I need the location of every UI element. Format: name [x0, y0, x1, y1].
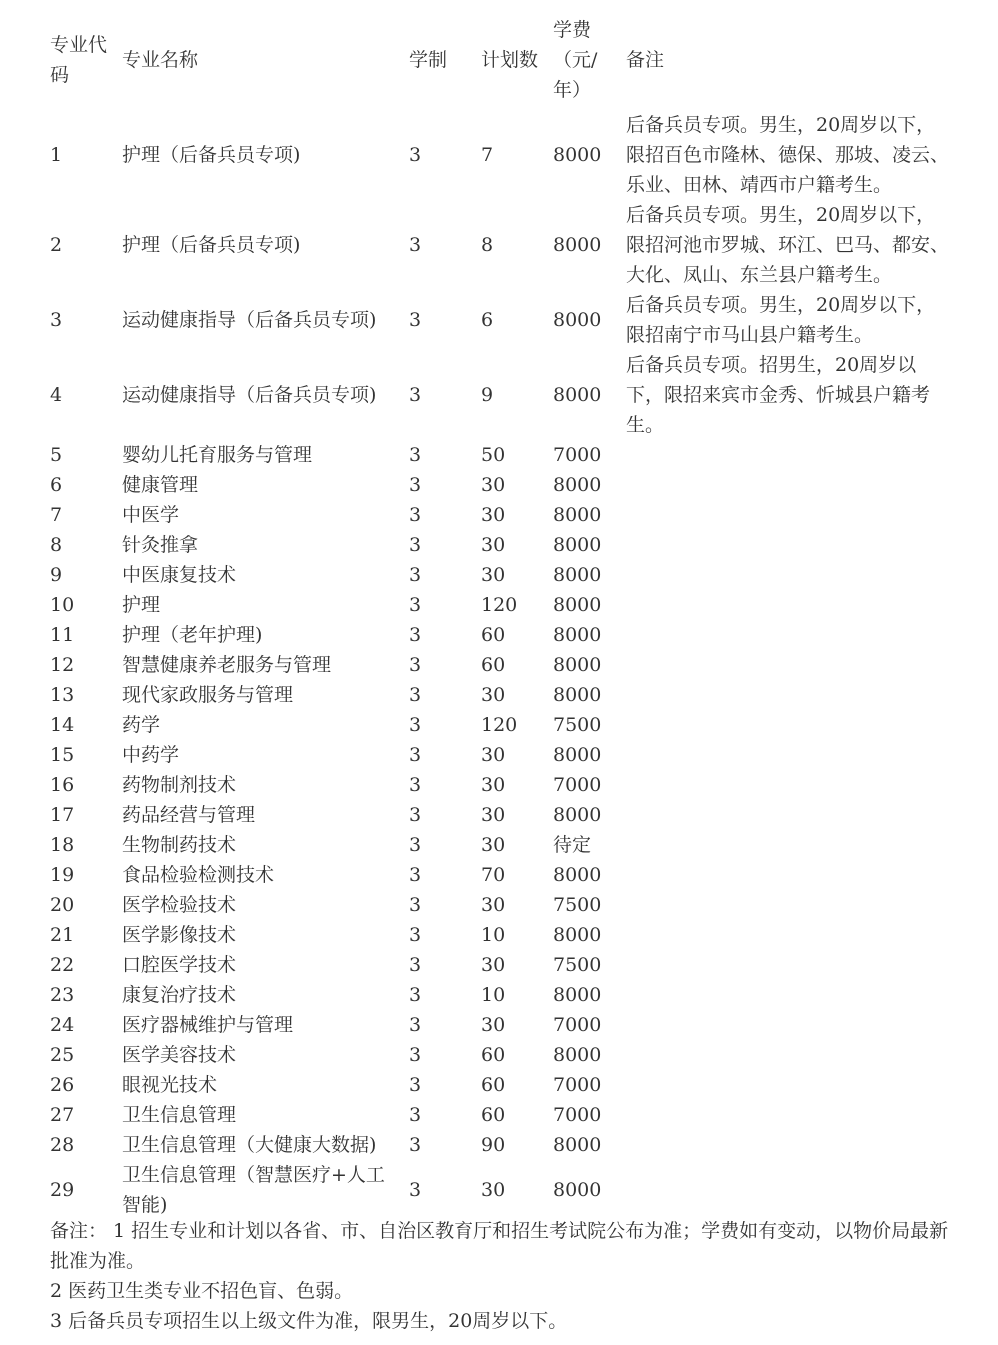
- cell-remark: [620, 650, 950, 680]
- cell-code: 11: [50, 624, 75, 646]
- table-row: [44, 680, 950, 710]
- cell-length: 3: [409, 144, 422, 166]
- cell-code: 10: [50, 594, 75, 616]
- cell-fee: 7500: [553, 714, 602, 736]
- header-code: 专业代码: [50, 34, 108, 86]
- table-row: [44, 770, 950, 800]
- cell-code: 18: [50, 834, 75, 856]
- cell-plan: 90: [481, 1134, 506, 1156]
- cell-length: 3: [409, 684, 422, 706]
- cell-plan: 8: [481, 234, 494, 256]
- cell-fee: 8000: [553, 504, 602, 526]
- cell-remark: [620, 1070, 950, 1100]
- major-table: [44, 10, 950, 1220]
- cell-remark: [620, 890, 950, 920]
- cell-plan: 30: [481, 504, 506, 526]
- cell-code: 27: [50, 1104, 75, 1126]
- cell-fee: 8000: [553, 564, 602, 586]
- cell-name: 现代家政服务与管理: [122, 684, 294, 706]
- cell-name: 卫生信息管理（大健康大数据): [122, 1134, 377, 1156]
- header-length: 学制: [409, 49, 448, 71]
- cell-remark: [620, 1010, 950, 1040]
- cell-code: 1: [50, 144, 63, 166]
- table-row: [44, 920, 950, 950]
- cell-remark: 后备兵员专项。招男生，20周岁以下，限招来宾市金秀、忻城县户籍考生。: [626, 354, 931, 436]
- table-row: [44, 1100, 950, 1130]
- cell-length: 3: [409, 594, 422, 616]
- cell-plan: 60: [481, 624, 506, 646]
- cell-length: 3: [409, 804, 422, 826]
- header-fee: 学费（元/年）: [553, 19, 598, 101]
- header-name: 专业名称: [122, 49, 199, 71]
- cell-remark: [620, 1160, 950, 1220]
- table-row: [44, 1070, 950, 1100]
- cell-code: 29: [50, 1179, 75, 1201]
- cell-plan: 50: [481, 444, 506, 466]
- cell-name: 婴幼儿托育服务与管理: [122, 444, 313, 466]
- cell-code: 19: [50, 864, 75, 886]
- cell-fee: 7500: [553, 894, 602, 916]
- cell-length: 3: [409, 309, 422, 331]
- cell-fee: 8000: [553, 684, 602, 706]
- cell-name: 药学: [122, 714, 161, 736]
- cell-name: 医疗器械维护与管理: [122, 1014, 294, 1036]
- cell-code: 5: [50, 444, 63, 466]
- cell-remark: [620, 800, 950, 830]
- cell-plan: 6: [481, 309, 494, 331]
- table-row: [44, 110, 950, 200]
- cell-code: 24: [50, 1014, 75, 1036]
- footnote-2: 2 医药卫生类专业不招色盲、色弱。: [50, 1280, 354, 1302]
- cell-name: 中医学: [122, 504, 180, 526]
- cell-length: 3: [409, 654, 422, 676]
- cell-fee: 8000: [553, 234, 602, 256]
- cell-fee: 8000: [553, 864, 602, 886]
- cell-name: 健康管理: [122, 474, 199, 496]
- cell-length: 3: [409, 1074, 422, 1096]
- cell-length: 3: [409, 864, 422, 886]
- cell-code: 14: [50, 714, 75, 736]
- cell-length: 3: [409, 384, 422, 406]
- cell-plan: 60: [481, 1104, 506, 1126]
- cell-code: 6: [50, 474, 63, 496]
- cell-code: 26: [50, 1074, 75, 1096]
- cell-remark: [620, 560, 950, 590]
- table-row: [44, 1130, 950, 1160]
- cell-name: 康复治疗技术: [122, 984, 237, 1006]
- header-remark: 备注: [626, 49, 665, 71]
- cell-fee: 7000: [553, 444, 602, 466]
- cell-code: 20: [50, 894, 75, 916]
- cell-remark: [620, 530, 950, 560]
- cell-length: 3: [409, 924, 422, 946]
- cell-length: 3: [409, 474, 422, 496]
- cell-length: 3: [409, 834, 422, 856]
- cell-plan: 30: [481, 894, 506, 916]
- cell-plan: 30: [481, 1014, 506, 1036]
- cell-name: 医学美容技术: [122, 1044, 237, 1066]
- cell-length: 3: [409, 234, 422, 256]
- cell-name: 卫生信息管理（智慧医疗+人工智能): [122, 1164, 385, 1216]
- cell-fee: 8000: [553, 624, 602, 646]
- cell-length: 3: [409, 774, 422, 796]
- cell-name: 食品检验检测技术: [122, 864, 275, 886]
- cell-plan: 30: [481, 834, 506, 856]
- cell-fee: 8000: [553, 804, 602, 826]
- table-row: [44, 710, 950, 740]
- cell-name: 药物制剂技术: [122, 774, 237, 796]
- cell-name: 卫生信息管理: [122, 1104, 237, 1126]
- cell-remark: [620, 500, 950, 530]
- cell-fee: 8000: [553, 384, 602, 406]
- cell-code: 8: [50, 534, 63, 556]
- cell-name: 运动健康指导（后备兵员专项): [122, 384, 377, 406]
- cell-code: 2: [50, 234, 63, 256]
- cell-remark: [620, 860, 950, 890]
- cell-remark: [620, 980, 950, 1010]
- cell-code: 21: [50, 924, 75, 946]
- cell-remark: [620, 440, 950, 470]
- cell-length: 3: [409, 1179, 422, 1201]
- cell-length: 3: [409, 1014, 422, 1036]
- cell-plan: 30: [481, 954, 506, 976]
- cell-fee: 8000: [553, 1044, 602, 1066]
- cell-length: 3: [409, 534, 422, 556]
- cell-name: 护理: [122, 594, 161, 616]
- cell-plan: 30: [481, 474, 506, 496]
- table-body: [44, 110, 950, 1220]
- table-header: [44, 10, 950, 110]
- table-row: [44, 1160, 950, 1220]
- cell-code: 15: [50, 744, 75, 766]
- table-row: [44, 590, 950, 620]
- cell-remark: [620, 680, 950, 710]
- cell-remark: 后备兵员专项。男生，20周岁以下，限招南宁市马山县户籍考生。: [626, 294, 936, 346]
- cell-remark: [620, 620, 950, 650]
- cell-fee: 7000: [553, 1104, 602, 1126]
- cell-name: 智慧健康养老服务与管理: [122, 654, 332, 676]
- cell-fee: 7000: [553, 1074, 602, 1096]
- cell-name: 中药学: [122, 744, 180, 766]
- cell-fee: 8000: [553, 1134, 602, 1156]
- table-row: [44, 200, 950, 290]
- cell-remark: [620, 1100, 950, 1130]
- table-row: [44, 980, 950, 1010]
- cell-plan: 60: [481, 654, 506, 676]
- cell-code: 23: [50, 984, 75, 1006]
- cell-code: 25: [50, 1044, 75, 1066]
- cell-plan: 30: [481, 744, 506, 766]
- cell-remark: [620, 710, 950, 740]
- table-row: [44, 350, 950, 440]
- cell-code: 7: [50, 504, 63, 526]
- cell-length: 3: [409, 504, 422, 526]
- cell-code: 3: [50, 309, 63, 331]
- cell-code: 28: [50, 1134, 75, 1156]
- cell-code: 12: [50, 654, 75, 676]
- cell-length: 3: [409, 714, 422, 736]
- cell-remark: [620, 950, 950, 980]
- cell-name: 运动健康指导（后备兵员专项): [122, 309, 377, 331]
- cell-length: 3: [409, 1044, 422, 1066]
- cell-remark: 后备兵员专项。男生，20周岁以下，限招河池市罗城、环江、巴马、都安、大化、凤山、东兰县户籍考生。: [626, 204, 950, 286]
- table-row: [44, 560, 950, 590]
- cell-remark: 后备兵员专项。男生，20周岁以下，限招百色市隆林、德保、那坡、凌云、乐业、田林、靖西市户籍考生。: [626, 114, 950, 196]
- cell-fee: 7500: [553, 954, 602, 976]
- cell-name: 护理（后备兵员专项): [122, 144, 301, 166]
- footnotes: [50, 1216, 960, 1336]
- table-row: [44, 440, 950, 470]
- table-row: [44, 950, 950, 980]
- cell-fee: 8000: [553, 924, 602, 946]
- table-row: [44, 830, 950, 860]
- cell-fee: 7000: [553, 774, 602, 796]
- header-plan: 计划数: [481, 49, 539, 71]
- cell-name: 针灸推拿: [122, 534, 199, 556]
- cell-remark: [620, 470, 950, 500]
- table-row: [44, 1010, 950, 1040]
- cell-remark: [620, 920, 950, 950]
- table-row: [44, 860, 950, 890]
- cell-name: 药品经营与管理: [122, 804, 256, 826]
- table-row: [44, 740, 950, 770]
- table-row: [44, 530, 950, 560]
- cell-fee: 待定: [553, 834, 592, 856]
- cell-name: 医学检验技术: [122, 894, 237, 916]
- cell-length: 3: [409, 894, 422, 916]
- cell-code: 16: [50, 774, 75, 796]
- cell-fee: 8000: [553, 984, 602, 1006]
- footnote-3: 3 后备兵员专项招生以上级文件为准，限男生，20周岁以下。: [50, 1310, 568, 1332]
- cell-code: 4: [50, 384, 63, 406]
- footnote-1: 备注： 1 招生专业和计划以各省、市、自治区教育厅和招生考试院公布为准；学费如有变动，以物价局最新批准为准。: [50, 1220, 949, 1272]
- cell-code: 13: [50, 684, 75, 706]
- cell-fee: 8000: [553, 309, 602, 331]
- cell-plan: 30: [481, 1179, 506, 1201]
- cell-name: 口腔医学技术: [122, 954, 237, 976]
- cell-plan: 9: [481, 384, 494, 406]
- cell-length: 3: [409, 1104, 422, 1126]
- cell-name: 中医康复技术: [122, 564, 237, 586]
- cell-plan: 10: [481, 984, 506, 1006]
- cell-length: 3: [409, 564, 422, 586]
- cell-name: 医学影像技术: [122, 924, 237, 946]
- cell-length: 3: [409, 744, 422, 766]
- table-row: [44, 800, 950, 830]
- cell-length: 3: [409, 984, 422, 1006]
- cell-name: 护理（后备兵员专项): [122, 234, 301, 256]
- cell-remark: [620, 590, 950, 620]
- cell-fee: 8000: [553, 744, 602, 766]
- table-row: [44, 290, 950, 350]
- cell-plan: 10: [481, 924, 506, 946]
- cell-length: 3: [409, 1134, 422, 1156]
- table-row: [44, 620, 950, 650]
- cell-remark: [620, 830, 950, 860]
- cell-code: 17: [50, 804, 75, 826]
- cell-code: 9: [50, 564, 63, 586]
- cell-remark: [620, 770, 950, 800]
- cell-fee: 8000: [553, 594, 602, 616]
- cell-name: 护理（老年护理): [122, 624, 263, 646]
- table-row: [44, 890, 950, 920]
- cell-plan: 70: [481, 864, 506, 886]
- cell-fee: 8000: [553, 654, 602, 676]
- cell-plan: 120: [481, 594, 518, 616]
- table-row: [44, 1040, 950, 1070]
- cell-length: 3: [409, 624, 422, 646]
- cell-name: 生物制药技术: [122, 834, 237, 856]
- cell-code: 22: [50, 954, 75, 976]
- cell-fee: 8000: [553, 144, 602, 166]
- cell-plan: 30: [481, 684, 506, 706]
- table-row: [44, 500, 950, 530]
- cell-name: 眼视光技术: [122, 1074, 218, 1096]
- cell-plan: 30: [481, 804, 506, 826]
- cell-length: 3: [409, 444, 422, 466]
- cell-plan: 60: [481, 1044, 506, 1066]
- cell-plan: 30: [481, 774, 506, 796]
- cell-fee: 8000: [553, 534, 602, 556]
- cell-fee: 8000: [553, 474, 602, 496]
- cell-length: 3: [409, 954, 422, 976]
- cell-plan: 120: [481, 714, 518, 736]
- cell-fee: 8000: [553, 1179, 602, 1201]
- cell-remark: [620, 740, 950, 770]
- table-row: [44, 470, 950, 500]
- cell-plan: 7: [481, 144, 494, 166]
- cell-remark: [620, 1040, 950, 1070]
- cell-remark: [620, 1130, 950, 1160]
- table-row: [44, 650, 950, 680]
- cell-plan: 30: [481, 534, 506, 556]
- cell-fee: 7000: [553, 1014, 602, 1036]
- cell-plan: 60: [481, 1074, 506, 1096]
- cell-plan: 30: [481, 564, 506, 586]
